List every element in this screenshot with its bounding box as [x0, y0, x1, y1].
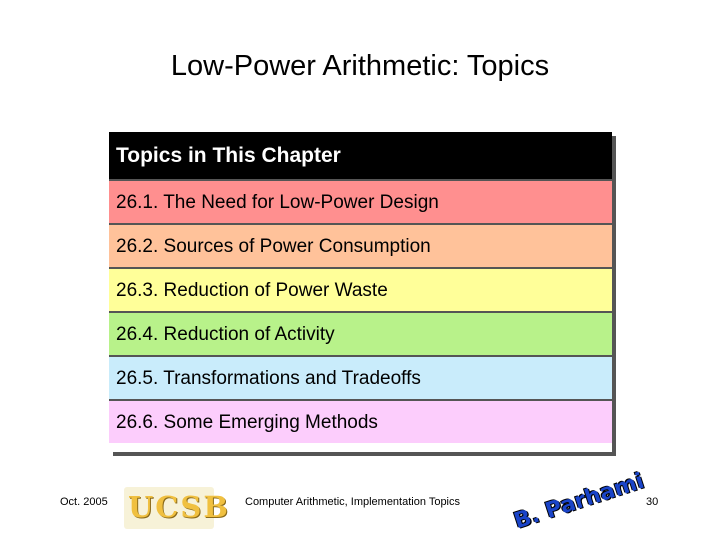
- topic-item-26-1[interactable]: 26.1. The Need for Low-Power Design: [109, 179, 612, 223]
- topic-item-26-3[interactable]: 26.3. Reduction of Power Waste: [109, 267, 612, 311]
- ucsb-logo-text: UCSB: [128, 490, 230, 524]
- topic-item-26-6[interactable]: 26.6. Some Emerging Methods: [109, 399, 612, 443]
- ucsb-logo: [124, 487, 230, 529]
- author-signature-logo: [508, 468, 648, 545]
- page-number: 30: [646, 496, 659, 508]
- footer-date: Oct. 2005: [60, 496, 108, 508]
- topic-item-26-4[interactable]: 26.4. Reduction of Activity: [109, 311, 612, 355]
- topic-item-26-2[interactable]: 26.2. Sources of Power Consumption: [109, 223, 612, 267]
- footer-center-text: Computer Arithmetic, Implementation Topics: [245, 496, 460, 508]
- slide-title: Low-Power Arithmetic: Topics: [170, 50, 550, 82]
- signature-text: B. Parhami: [511, 468, 648, 535]
- topics-header: Topics in This Chapter: [109, 132, 612, 179]
- topics-table: [109, 132, 612, 452]
- topic-item-26-5[interactable]: 26.5. Transformations and Tradeoffs: [109, 355, 612, 399]
